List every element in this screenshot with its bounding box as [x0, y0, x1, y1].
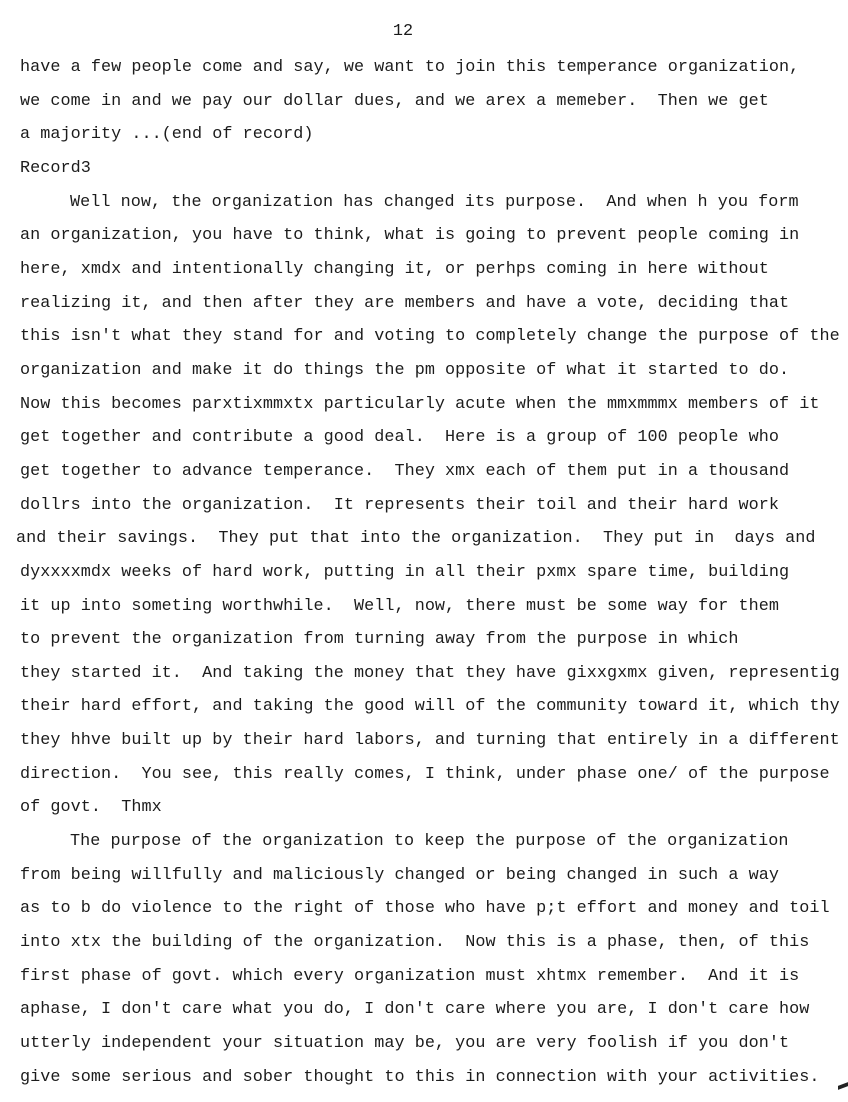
text-line: The purpose of the organization to keep the purpose of the organization	[70, 832, 789, 852]
text-line: from being willfully and maliciously changed or being changed in such a way	[20, 865, 780, 885]
text-line: an organization, you have to think, what is going to prevent people coming in	[20, 226, 800, 246]
text-line: Well now, the organization has changed its purpose. And when h you form	[70, 192, 799, 212]
text-line: we come in and we pay our dollar dues, and we arex a memeber. Then we get	[20, 91, 769, 111]
text-line: realizing it, and then after they are members and have a vote, deciding that	[20, 293, 790, 313]
typewritten-body	[16, 51, 848, 1094]
text-line: as to b do violence to the right of those who have p;t effort and money and toil	[20, 899, 830, 919]
text-line: direction. You see, this really comes, I think, under phase one/ of the purpose	[20, 764, 830, 784]
page-number: 12	[392, 22, 414, 41]
text-line: aphase, I don't care what you do, I don't care where you are, I don't care how	[20, 1000, 810, 1020]
text-line: their hard effort, and taking the good will of the community toward it, which thy	[20, 697, 840, 717]
text-line: to prevent the organization from turning away from the purpose in which	[20, 630, 739, 650]
text-line: and their savings. They put that into the organization. They put in days and	[16, 529, 816, 549]
text-line: a majority ...(end of record)	[20, 125, 314, 145]
text-line: first phase of govt. which every organization must xhtmx remember. And it is	[20, 966, 800, 986]
text-line: organization and make it do things the pm opposite of what it started to do.	[20, 360, 790, 380]
text-line: they hhve built up by their hard labors, and turning that entirely in a different	[20, 731, 840, 751]
text-line: it up into someting worthwhile. Well, now, there must be some way for them	[20, 596, 780, 616]
text-line: dyxxxxmdx weeks of hard work, putting in all their pxmx spare time, building	[20, 562, 790, 582]
text-line: give some serious and sober thought to this in connection with your activities.	[20, 1067, 820, 1087]
text-line: have a few people come and say, we want to join this temperance organization,	[20, 58, 800, 77]
text-line: this isn't what they stand for and voting to completely change the purpose of the	[20, 327, 840, 347]
text-line: Now this becomes parxtixmmxtx particularly acute when the mmxmmmx members of it	[20, 394, 820, 414]
text-line: dollrs into the organization. It represents their toil and their hard work	[20, 495, 780, 515]
text-line: they started it. And taking the money that they have gixxgxmx given, representig	[20, 663, 840, 683]
text-line: here, xmdx and intentionally changing it, or perhps coming in here without	[20, 259, 769, 279]
text-line: of govt. Thmx	[20, 798, 162, 818]
text-line: into xtx the building of the organization. Now this is a phase, then, of this	[20, 933, 810, 953]
record-heading: Record3	[20, 158, 91, 178]
text-line: get together to advance temperance. They xmx each of them put in a thousand	[20, 461, 790, 481]
text-line: utterly independent your situation may be, you are very foolish if you don't	[20, 1034, 790, 1054]
text-line: get together and contribute a good deal. Here is a group of 100 people who	[20, 428, 780, 448]
